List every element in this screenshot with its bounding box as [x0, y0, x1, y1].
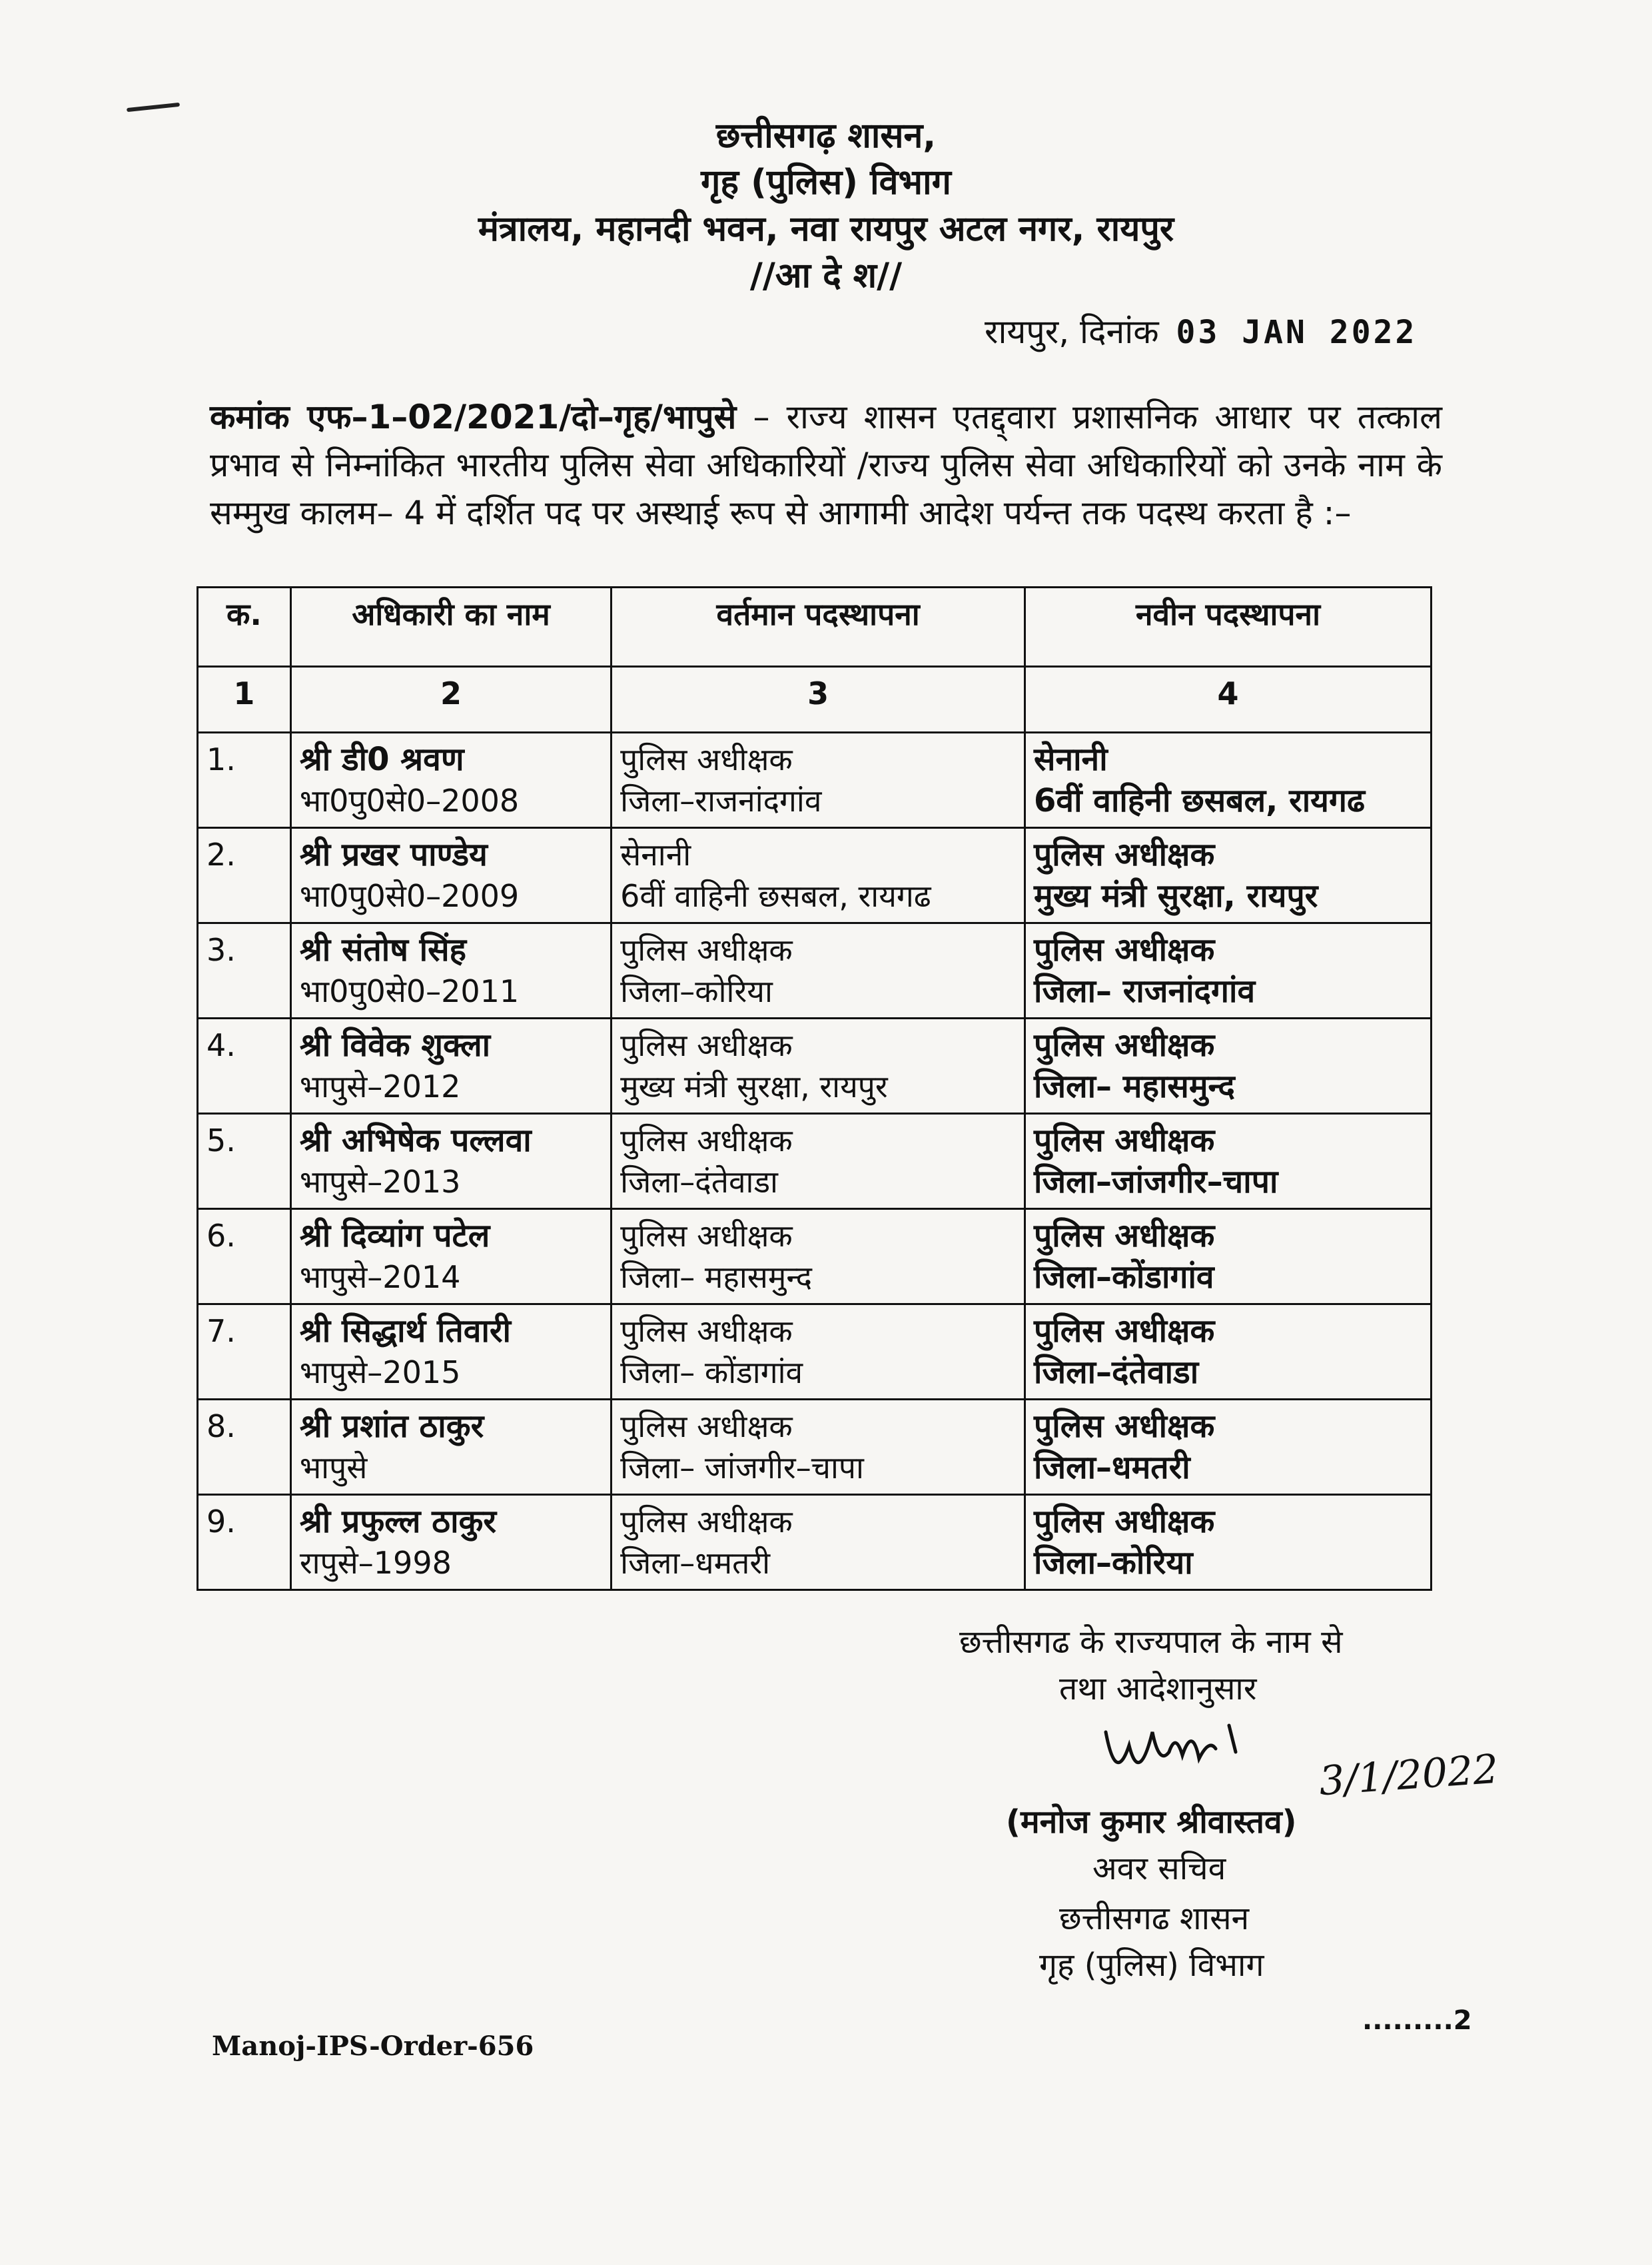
header-line-3: मंत्रालय, महानदी भवन, नवा रायपुर अटल नगर, रायपुर — [478, 209, 1174, 249]
current-place: जिला–राजनांदगांव — [620, 783, 822, 819]
officer-cell — [290, 1209, 611, 1304]
order-paragraph — [210, 393, 1442, 537]
current-post: पुलिस अधीक्षक — [620, 932, 793, 968]
posting-table — [197, 586, 1432, 1591]
table-row — [198, 1495, 1432, 1590]
col-number: 2 — [290, 667, 611, 733]
serial-number: 3. — [198, 923, 291, 1019]
signature-authority-2: तथा आदेशानुसार — [1059, 1670, 1257, 1707]
current-post: पुलिस अधीक्षक — [620, 741, 793, 777]
new-posting-cell — [1025, 923, 1432, 1019]
col-header-sn: क. — [198, 588, 291, 667]
header-line-2: गृह (पुलिस) विभाग — [701, 163, 951, 203]
document-code: Manoj-IPS-Order-656 — [212, 2031, 534, 2062]
current-place: जिला–धमतरी — [620, 1545, 771, 1581]
new-post: पुलिस अधीक्षक — [1034, 931, 1215, 969]
officer-name: श्री प्रशांत ठाकुर — [299, 1408, 484, 1445]
current-post: सेनानी — [620, 837, 691, 873]
officer-batch: भापुसे–2015 — [299, 1354, 461, 1390]
current-posting-cell — [612, 1114, 1025, 1209]
table-row — [198, 1209, 1432, 1304]
col-number: 1 — [198, 667, 291, 733]
current-posting-cell — [612, 1495, 1025, 1590]
current-posting-cell — [612, 1304, 1025, 1400]
signatory-name: (मनोज कुमार श्रीवास्तव) — [1006, 1803, 1297, 1841]
current-posting-cell — [612, 733, 1025, 828]
officer-cell — [290, 828, 611, 923]
new-place: जिला–दंतेवाडा — [1034, 1354, 1199, 1391]
signatory-designation: अवर सचिव — [1092, 1850, 1226, 1887]
date-line — [985, 308, 1417, 353]
new-posting-cell — [1025, 1400, 1432, 1495]
officer-batch: भा0पु0से0–2009 — [299, 878, 520, 914]
col-header-name: अधिकारी का नाम — [290, 588, 611, 667]
current-place: जिला– जांजगीर–चापा — [620, 1450, 864, 1486]
new-post: सेनानी — [1034, 741, 1108, 778]
pen-mark — [127, 103, 180, 112]
serial-number: 6. — [198, 1209, 291, 1304]
new-post: पुलिस अधीक्षक — [1034, 1503, 1215, 1540]
new-post: पुलिस अधीक्षक — [1034, 1408, 1215, 1445]
new-place: जिला–जांजगीर–चापा — [1034, 1163, 1278, 1200]
date-stamp: 03 JAN 2022 — [1176, 314, 1418, 351]
new-posting-cell — [1025, 1019, 1432, 1114]
serial-number: 5. — [198, 1114, 291, 1209]
new-post: पुलिस अधीक्षक — [1034, 836, 1215, 873]
officer-batch: भापुसे–2012 — [299, 1069, 461, 1105]
current-post: पुलिस अधीक्षक — [620, 1313, 793, 1349]
current-posting-cell — [612, 1209, 1025, 1304]
officer-name: श्री सिद्धार्थ तिवारी — [299, 1312, 511, 1350]
current-place: जिला– महासमुन्द — [620, 1259, 813, 1295]
new-place: मुख्य मंत्री सुरक्षा, रायपुर — [1034, 877, 1318, 915]
order-reference: कमांक एफ–1–02/2021/दो–गृह/भापुसे — [210, 398, 737, 436]
new-post: पुलिस अधीक्षक — [1034, 1312, 1215, 1350]
officer-name: श्री अभिषेक पल्लवा — [299, 1122, 532, 1159]
current-post: पुलिस अधीक्षक — [620, 1123, 793, 1158]
officer-name: श्री डी0 श्रवण — [299, 741, 464, 778]
table-row — [198, 1304, 1432, 1400]
officer-cell — [290, 1304, 611, 1400]
officer-batch: भा0पु0से0–2008 — [299, 783, 520, 819]
current-place: 6वीं वाहिनी छसबल, रायगढ — [620, 878, 931, 914]
table-row — [198, 1114, 1432, 1209]
officer-cell — [290, 923, 611, 1019]
officer-name: श्री संतोष सिंह — [299, 931, 467, 969]
table-row — [198, 733, 1432, 828]
new-place: जिला–कोरिया — [1034, 1544, 1193, 1582]
officer-batch: भापुसे–2014 — [299, 1259, 461, 1295]
officer-name: श्री दिव्यांग पटेल — [299, 1217, 490, 1254]
new-posting-cell — [1025, 828, 1432, 923]
officer-name: श्री प्रफुल्ल ठाकुर — [299, 1503, 496, 1540]
table-row — [198, 923, 1432, 1019]
col-header-new: नवीन पदस्थापना — [1025, 588, 1432, 667]
table-row — [198, 828, 1432, 923]
officer-name: श्री प्रखर पाण्डेय — [299, 836, 488, 873]
officer-batch: भापुसे — [299, 1450, 368, 1486]
officer-cell — [290, 1495, 611, 1590]
current-place: जिला–दंतेवाडा — [620, 1164, 778, 1200]
new-place: जिला–कोंडागांव — [1034, 1258, 1214, 1296]
new-post: पुलिस अधीक्षक — [1034, 1122, 1215, 1159]
current-place: जिला–कोरिया — [620, 973, 773, 1009]
signed-date: 3/1/2022 — [1317, 1745, 1500, 1805]
officer-cell — [290, 1400, 611, 1495]
current-post: पुलिस अधीक्षक — [620, 1027, 793, 1063]
serial-number: 1. — [198, 733, 291, 828]
header-line-1: छत्तीसगढ़ शासन, — [715, 116, 937, 156]
officer-batch: भापुसे–2013 — [299, 1164, 461, 1200]
new-place: 6वीं वाहिनी छसबल, रायगढ — [1034, 782, 1366, 819]
new-post: पुलिस अधीक्षक — [1034, 1217, 1215, 1254]
new-posting-cell — [1025, 1495, 1432, 1590]
table-row — [198, 1019, 1432, 1114]
new-posting-cell — [1025, 1209, 1432, 1304]
serial-number: 9. — [198, 1495, 291, 1590]
current-post: पुलिस अधीक्षक — [620, 1504, 793, 1540]
current-place: मुख्य मंत्री सुरक्षा, रायपुर — [620, 1069, 888, 1105]
officer-name: श्री विवेक शुक्ला — [299, 1027, 491, 1064]
new-posting-cell — [1025, 733, 1432, 828]
page-continuation: .........2 — [1362, 2005, 1472, 2036]
officer-cell — [290, 733, 611, 828]
officer-batch: भा0पु0से0–2011 — [299, 973, 520, 1009]
officer-cell — [290, 1114, 611, 1209]
current-posting-cell — [612, 1400, 1025, 1495]
serial-number: 2. — [198, 828, 291, 923]
current-posting-cell — [612, 1019, 1025, 1114]
table-header-row — [198, 588, 1432, 667]
current-posting-cell — [612, 828, 1025, 923]
new-place: जिला– राजनांदगांव — [1034, 973, 1256, 1010]
new-post: पुलिस अधीक्षक — [1034, 1027, 1215, 1064]
serial-number: 4. — [198, 1019, 291, 1114]
current-post: पुलिस अधीक्षक — [620, 1218, 793, 1254]
new-posting-cell — [1025, 1304, 1432, 1400]
handwritten-signature — [1099, 1705, 1286, 1799]
serial-number: 8. — [198, 1400, 291, 1495]
current-post: पुलिस अधीक्षक — [620, 1408, 793, 1444]
current-posting-cell — [612, 923, 1025, 1019]
col-header-current: वर्तमान पदस्थापना — [612, 588, 1025, 667]
header-line-4: //आ दे श// — [749, 256, 903, 296]
table-row — [198, 1400, 1432, 1495]
new-place: जिला– महासमुन्द — [1034, 1068, 1235, 1105]
officer-batch: रापुसे–1998 — [299, 1545, 452, 1581]
signature-authority-1: छत्तीसगढ के राज्यपाल के नाम से — [959, 1623, 1343, 1661]
signatory-dept: गृह (पुलिस) विभाग — [1039, 1947, 1264, 1984]
order-text: – राज्य शासन एतद्द्वारा प्रशासनिक आधार पर तत्काल प्रभाव से निम्नांकित भारतीय पुलिस सेवा अधिकारियों /राज्य पुलिस सेवा अधिकारियों को उनके नाम के सम्मुख कालम– 4 में दर्शित पद पर अस्थाई रूप से आगामी आदेश पर्यन्त तक पदस्थ करता है :– — [210, 398, 1442, 532]
new-posting-cell — [1025, 1114, 1432, 1209]
new-place: जिला–धमतरी — [1034, 1449, 1190, 1486]
col-number: 3 — [612, 667, 1025, 733]
current-place: जिला– कोंडागांव — [620, 1354, 803, 1390]
col-number: 4 — [1025, 667, 1432, 733]
table-number-row — [198, 667, 1432, 733]
signatory-office: छत्तीसगढ शासन — [1059, 1900, 1250, 1937]
officer-cell — [290, 1019, 611, 1114]
date-label: रायपुर, दिनांक — [985, 312, 1159, 351]
serial-number: 7. — [198, 1304, 291, 1400]
